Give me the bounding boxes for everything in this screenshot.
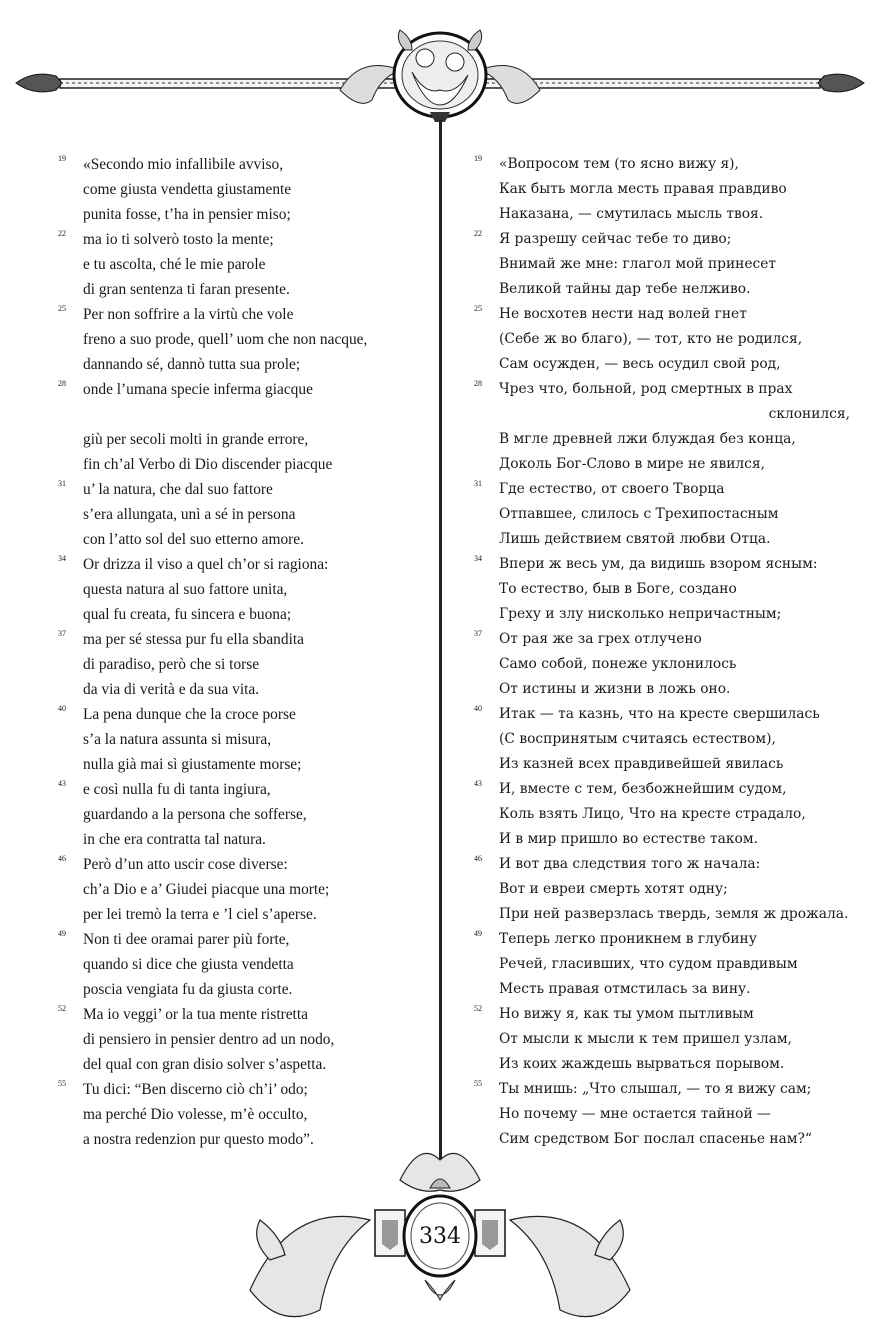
verse-number: 25 (58, 304, 66, 313)
verse-line: Лишь действием святой любви Отца. (499, 531, 771, 547)
verse-number: 43 (474, 779, 482, 788)
verse-line: То естество, быв в Боге, создано (499, 581, 737, 597)
russian-text-column (474, 152, 850, 1152)
verse-line: Где естество, от своего Творца (499, 481, 725, 497)
tercet (58, 627, 428, 702)
verse-line: И, вместе с тем, безбожнейшим судом, (499, 781, 787, 797)
italian-text-column (58, 152, 428, 1152)
verse-line: И в мир пришло во естестве таком. (499, 831, 758, 847)
verse-line: Из коих жаждешь вырваться порывом. (499, 1056, 785, 1072)
tercet (474, 477, 850, 552)
verse-line: con l’atto sol del suo etterno amore. (83, 531, 304, 548)
verse-line: di gran sentenza ti faran presente. (83, 281, 290, 298)
verse-number: 37 (474, 629, 482, 638)
verse-line: di pensiero in pensier dentro ad un nodo, (83, 1031, 335, 1048)
line-spacer (58, 402, 428, 427)
verse-line: onde l’umana specie inferma giacque (83, 381, 313, 398)
verse-line: fin ch’al Verbo di Dio discender piacque (83, 456, 333, 473)
verse-line: per lei tremò la terra e ’l ciel s’aperse. (83, 906, 317, 923)
verse-number: 37 (58, 629, 66, 638)
verse-number: 19 (58, 154, 66, 163)
verse-number: 49 (58, 929, 66, 938)
verse-line-continuation: склонился, (768, 406, 850, 422)
verse-line: Речей, гласивших, что судом правдивым (499, 956, 798, 972)
verse-line: Or drizza il viso a quel ch’or si ragiona: (83, 556, 329, 573)
verse-line: Наказана, — смутилась мысль твоя. (499, 206, 764, 222)
verse-line: От рая же за грех отлучено (499, 631, 702, 647)
tercet (58, 777, 428, 852)
verse-line: Как быть могла месть правая правдиво (499, 181, 787, 197)
verse-line: Но почему — мне остается тайной — (499, 1106, 771, 1122)
verse-line: freno a suo prode, quell’ uom che non nacque, (83, 331, 368, 348)
tercet (58, 152, 428, 227)
verse-line: ma per sé stessa pur fu ella sbandita (83, 631, 304, 648)
verse-line: punita fosse, t’ha in pensier miso; (83, 206, 291, 223)
verse-line: Не восхотев нести над волей гнет (499, 306, 747, 322)
tercet (474, 927, 850, 1002)
tercet (58, 927, 428, 1002)
tercet (58, 552, 428, 627)
tercet (474, 1002, 850, 1077)
verse-line: dannando sé, dannò tutta sua prole; (83, 356, 301, 373)
verse-line: От мысли к мысли к тем пришел узлам, (499, 1031, 792, 1047)
verse-line: u’ la natura, che dal suo fattore (83, 481, 273, 498)
verse-line: Впери ж весь ум, да видишь взором ясным: (499, 556, 818, 572)
verse-line: «Вопросом тем (то ясно вижу я), (499, 156, 739, 172)
column-divider (439, 120, 442, 1180)
verse-number: 55 (58, 1079, 66, 1088)
verse-number: 34 (474, 554, 482, 563)
verse-line: Я разрешу сейчас тебе то диво; (499, 231, 732, 247)
verse-line: poscia vengiata fu da giusta corte. (83, 981, 293, 998)
verse-number: 46 (58, 854, 66, 863)
verse-line: Вот и евреи смерть хотят одну; (499, 881, 728, 897)
verse-line: От истины и жизни в ложь оно. (499, 681, 731, 697)
verse-line: Сам осужден, — весь осудил свой род, (499, 356, 781, 372)
verse-number: 28 (474, 379, 482, 388)
verse-number: 43 (58, 779, 66, 788)
verse-line: Само собой, понеже уклонилось (499, 656, 737, 672)
verse-line: Великой тайны дар тебе нелживо. (499, 281, 751, 297)
verse-line: Доколь Бог-Слово в мире не явился, (499, 456, 765, 472)
verse-line: s’era allungata, unì a sé in persona (83, 506, 296, 523)
verse-number: 52 (474, 1004, 482, 1013)
tercet (58, 852, 428, 927)
verse-number: 40 (474, 704, 482, 713)
verse-line: Греху и злу нисколько непричастным; (499, 606, 782, 622)
verse-line: Месть правая отмстилась за вину. (499, 981, 751, 997)
verse-line: di paradiso, però che si torse (83, 656, 260, 673)
verse-line: guardando a la persona che sofferse, (83, 806, 307, 823)
tercet (474, 852, 850, 927)
verse-line: Tu dici: “Ben discerno ciò ch’i’ odo; (83, 1081, 308, 1098)
page-number: 334 (419, 1224, 461, 1249)
verse-number: 40 (58, 704, 66, 713)
verse-line: Ты мнишь: „Что слышал, — то я вижу сам; (499, 1081, 812, 1097)
tercet (58, 302, 428, 377)
verse-line: ch’a Dio e a’ Giudei piacque una morte; (83, 881, 330, 898)
verse-line: ma perché Dio volesse, m’è occulto, (83, 1106, 308, 1123)
verse-line: Сим средством Бог послал спасенье нам?“ (499, 1131, 812, 1147)
verse-line: Ma io veggi’ or la tua mente ristretta (83, 1006, 308, 1023)
verse-line: Из казней всех правдивейшей явилась (499, 756, 784, 772)
verse-line: Коль взять Лицо, Что на кресте страдало, (499, 806, 806, 822)
verse-line: Но вижу я, как ты умом пытливым (499, 1006, 754, 1022)
tercet (58, 377, 428, 477)
verse-number: 19 (474, 154, 482, 163)
verse-line: Итак — та казнь, что на кресте свершилась (499, 706, 820, 722)
verse-line: a nostra redenzion pur questo modo”. (83, 1131, 314, 1148)
verse-line: del qual con gran disio solver s’aspetta. (83, 1056, 327, 1073)
verse-line: Отпавшее, слилось с Трехипостасным (499, 506, 779, 522)
verse-number: 22 (474, 229, 482, 238)
verse-line: e così nulla fu di tanta ingiura, (83, 781, 271, 798)
verse-line: Però d’un atto uscir cose diverse: (83, 856, 288, 873)
tercet (474, 377, 850, 477)
verse-line: Non ti dee oramai parer più forte, (83, 931, 290, 948)
tercet (58, 702, 428, 777)
tercet (474, 777, 850, 852)
verse-line: La pena dunque che la croce porse (83, 706, 296, 723)
verse-line: Внимай же мне: глагол мой принесет (499, 256, 777, 272)
verse-line: da via di verità e da sua vita. (83, 681, 260, 698)
tercet (58, 227, 428, 302)
tercet (474, 302, 850, 377)
verse-line: s’a la natura assunta si misura, (83, 731, 272, 748)
verse-line: (Себе ж во благо), — тот, кто не родился, (499, 331, 803, 347)
tercet (474, 702, 850, 777)
verse-number: 28 (58, 379, 66, 388)
verse-line: giù per secoli molti in grande errore, (83, 431, 309, 448)
verse-line: Теперь легко проникнем в глубину (499, 931, 757, 947)
verse-number: 34 (58, 554, 66, 563)
verse-line: Per non soffrire a la virtù che vole (83, 306, 294, 323)
verse-number: 31 (58, 479, 66, 488)
verse-line: (С воспринятым считаясь естеством), (499, 731, 776, 747)
tercet (474, 227, 850, 302)
verse-number: 31 (474, 479, 482, 488)
verse-number: 52 (58, 1004, 66, 1013)
verse-number: 22 (58, 229, 66, 238)
tercet (474, 552, 850, 627)
verse-line: «Secondo mio infallibile avviso, (83, 156, 284, 173)
verse-line: qual fu creata, fu sincera e buona; (83, 606, 292, 623)
verse-line: in che era contratta tal natura. (83, 831, 266, 848)
verse-line: quando si dice che giusta vendetta (83, 956, 294, 973)
verse-number: 25 (474, 304, 482, 313)
verse-line: e tu ascolta, ché le mie parole (83, 256, 266, 273)
tercet (474, 627, 850, 702)
verse-line: И вот два следствия того ж начала: (499, 856, 761, 872)
verse-line: nulla già mai sì giustamente morse; (83, 756, 302, 773)
verse-line: Чрез что, больной, род смертных в прах (499, 381, 793, 397)
verse-number: 55 (474, 1079, 482, 1088)
verse-line: come giusta vendetta giustamente (83, 181, 292, 198)
tercet (474, 152, 850, 227)
verse-number: 46 (474, 854, 482, 863)
verse-line: ma io ti solverò tosto la mente; (83, 231, 274, 248)
verse-line: При ней разверзлась твердь, земля ж дрожала. (499, 906, 849, 922)
tercet (58, 1002, 428, 1077)
tercet (58, 477, 428, 552)
verse-line: В мгле древней лжи блуждая без конца, (499, 431, 796, 447)
verse-number: 49 (474, 929, 482, 938)
verse-line: questa natura al suo fattore unita, (83, 581, 288, 598)
